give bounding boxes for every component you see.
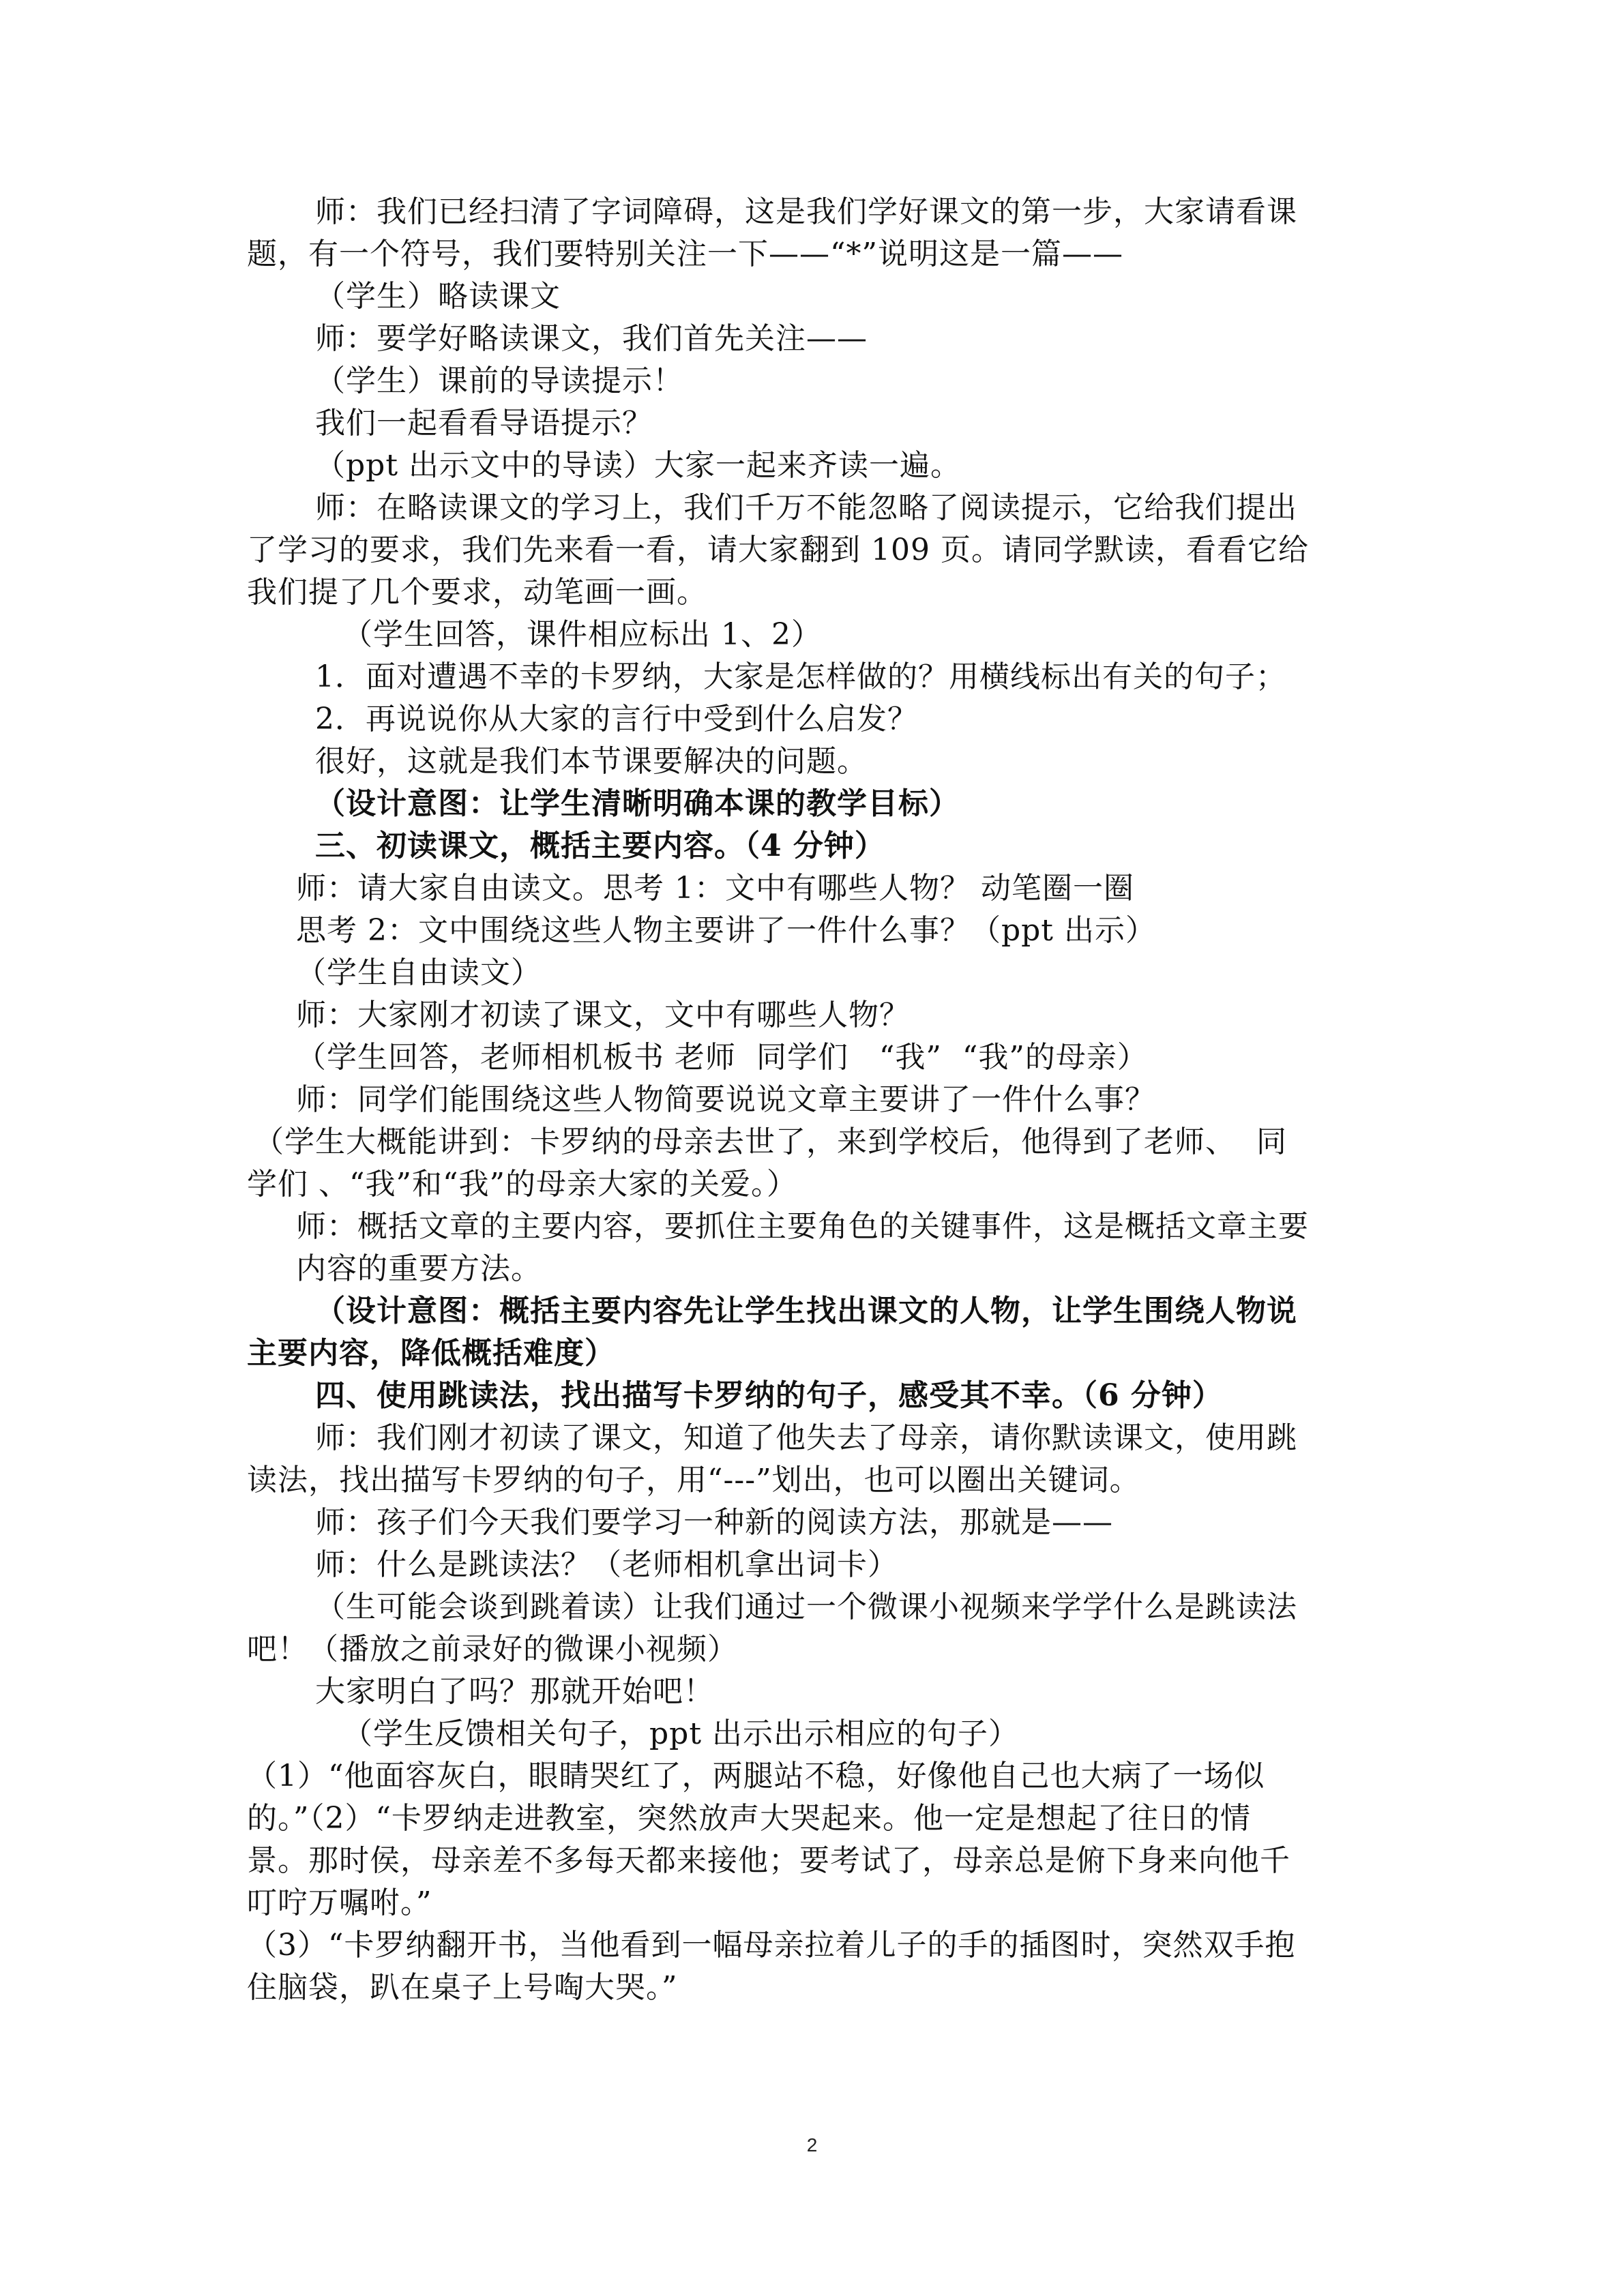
paragraph-line: 师：什么是跳读法？（老师相机拿出词卡）: [315, 1547, 898, 1582]
quoted-sentence: 景。那时侯，母亲差不多每天都来接他；要考试了，母亲总是俯下身来向他千: [247, 1843, 1290, 1878]
paragraph-line: 师：在略读课文的学习上，我们千万不能忽略了阅读提示，它给我们提出: [315, 490, 1297, 525]
paragraph-line: 很好，这就是我们本节课要解决的问题。: [315, 744, 868, 779]
paragraph-line: （学生反馈相关句子，ppt 出示出示相应的句子）: [342, 1716, 1019, 1751]
paragraph-line: （学生）课前的导读提示！: [315, 363, 683, 398]
paragraph-line: 师：概括文章的主要内容，要抓住主要角色的关键事件，这是概括文章主要: [296, 1209, 1309, 1244]
paragraph-line: 思考 2：文中围绕这些人物主要讲了一件什么事？（ppt 出示）: [296, 913, 1156, 948]
paragraph-line: 吧！（播放之前录好的微课小视频）: [247, 1632, 738, 1667]
paragraph-line: 师：孩子们今天我们要学习一种新的阅读方法，那就是——: [315, 1505, 1113, 1540]
list-item: 2．再说说你从大家的言行中受到什么启发？: [315, 702, 918, 736]
quoted-sentence: 叮咛万嘱咐。”: [247, 1885, 432, 1920]
paragraph-line: 师：我们已经扫清了字词障碍，这是我们学好课文的第一步，大家请看课: [315, 194, 1297, 229]
paragraph-line: 师：我们刚才初读了课文，知道了他失去了母亲，请你默读课文，使用跳: [315, 1420, 1297, 1455]
paragraph-line: 读法，找出描写卡罗纳的句子，用“---”划出，也可以圈出关键词。: [247, 1463, 1140, 1497]
paragraph-line: 内容的重要方法。: [296, 1251, 542, 1286]
quoted-sentence: （1）“他面容灰白，眼睛哭红了，两腿站不稳，好像他自己也大病了一场似: [247, 1759, 1265, 1793]
paragraph-line: （学生大概能讲到：卡罗纳的母亲去世了，来到学校后，他得到了老师、 同: [254, 1124, 1287, 1159]
paragraph-line: 题，有一个符号，我们要特别关注一下——“*”说明这是一篇——: [247, 237, 1123, 271]
design-intent-note: （设计意图：让学生清晰明确本课的教学目标）: [315, 786, 960, 821]
paragraph-line: （学生）略读课文: [315, 279, 561, 314]
paragraph-line: （学生回答，课件相应标出 1、2）: [342, 617, 822, 652]
paragraph-line: 我们一起看看导语提示？: [315, 406, 653, 441]
paragraph-line: 师：同学们能围绕这些人物简要说说文章主要讲了一件什么事？: [296, 1082, 1155, 1117]
paragraph-line: （ppt 出示文中的导读）大家一起来齐读一遍。: [315, 448, 961, 483]
paragraph-line: 了学习的要求，我们先来看一看，请大家翻到 109 页。请同学默读，看看它给: [247, 533, 1309, 567]
paragraph-line: 师：请大家自由读文。思考 1：文中有哪些人物？ 动笔圈一圈: [296, 871, 1134, 906]
section-heading: 三、初读课文，概括主要内容。（4 分钟）: [315, 829, 885, 863]
paragraph-line: 师：要学好略读课文，我们首先关注——: [315, 321, 868, 356]
design-intent-note: 主要内容，降低概括难度）: [247, 1336, 615, 1371]
quoted-sentence: 的。”（2）“卡罗纳走进教室，突然放声大哭起来。他一定是想起了往日的情: [247, 1801, 1251, 1836]
paragraph-line: 大家明白了吗？那就开始吧！: [315, 1674, 714, 1709]
paragraph-line: （学生回答，老师相机板书 老师 同学们 “我” “我”的母亲）: [296, 1040, 1148, 1075]
paragraph-line: （生可能会谈到跳着读）让我们通过一个微课小视频来学学什么是跳读法: [315, 1590, 1297, 1624]
section-heading: 四、使用跳读法，找出描写卡罗纳的句子，感受其不幸。（6 分钟）: [315, 1378, 1223, 1413]
paragraph-line: 学们 、“我”和“我”的母亲大家的关爱。）: [247, 1167, 797, 1202]
quoted-sentence: 住脑袋，趴在桌子上号啕大哭。”: [247, 1970, 678, 2005]
quoted-sentence: （3）“卡罗纳翻开书，当他看到一幅母亲拉着儿子的手的插图时，突然双手抱: [247, 1928, 1296, 1963]
list-item: 1．面对遭遇不幸的卡罗纳，大家是怎样做的？用横线标出有关的句子；: [315, 659, 1286, 694]
paragraph-line: （学生自由读文）: [296, 955, 542, 990]
paragraph-line: 我们提了几个要求，动笔画一画。: [247, 575, 707, 610]
page-number: 2: [806, 2134, 818, 2156]
design-intent-note: （设计意图：概括主要内容先让学生找出课文的人物，让学生围绕人物说: [315, 1294, 1297, 1328]
paragraph-line: 师：大家刚才初读了课文，文中有哪些人物？: [296, 998, 910, 1032]
